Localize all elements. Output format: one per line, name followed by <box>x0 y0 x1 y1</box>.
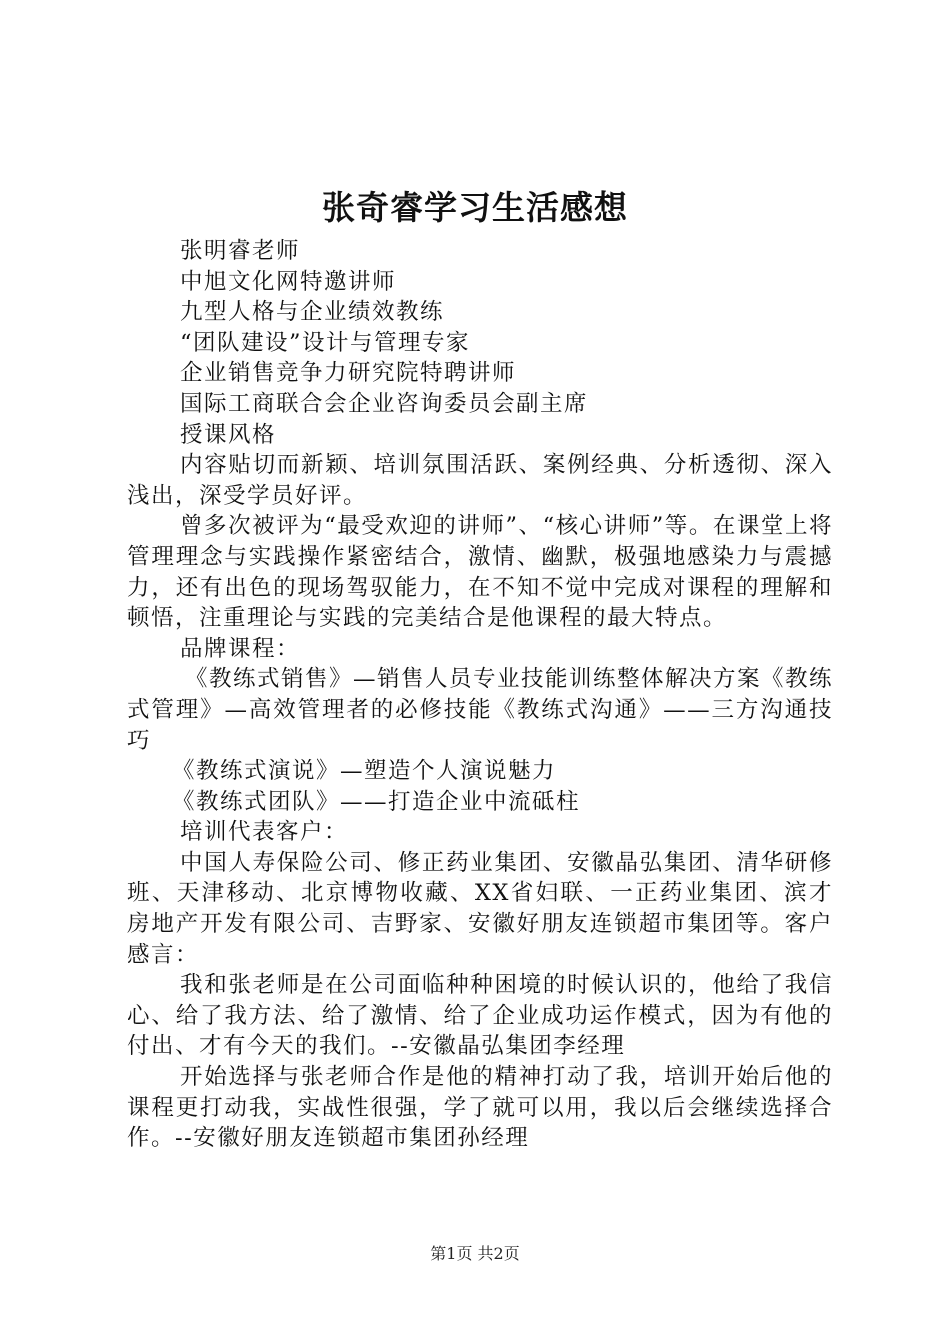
teaching-style-paragraph: 内容贴切而新颖、培训氛围活跃、案例经典、分析透彻、深入浅出，深受学员好评。 <box>127 452 833 509</box>
course-team: 《教练式团队》——打造企业中流砥柱 <box>172 788 581 815</box>
clients-heading: 培训代表客户： <box>180 819 349 846</box>
testimonial-paragraph-2: 开始选择与张老师合作是他的精神打动了我，培训开始后他的课程更打动我，实战性很强，学了就可以用，我以后会继续选择合作。--安徽好朋友连锁超市集团孙经理 <box>127 1064 833 1152</box>
profile-line-title-1: 中旭文化网特邀讲师 <box>180 268 397 295</box>
profile-line-title-3: “团队建设”设计与管理专家 <box>180 329 471 356</box>
courses-paragraph: 《教练式销售》—销售人员专业技能训练整体解决方案《教练式管理》—高效管理者的必修技能《教练式沟通》——三方沟通技巧 <box>127 666 834 754</box>
document-title: 张奇睿学习生活感想 <box>322 188 628 227</box>
profile-line-title-2: 九型人格与企业绩效教练 <box>180 299 445 326</box>
page-footer: 第1页 共2页 <box>430 1244 520 1263</box>
profile-line-title-4: 企业销售竞争力研究院特聘讲师 <box>180 360 517 387</box>
teaching-style-heading: 授课风格 <box>180 421 277 448</box>
profile-line-name: 张明睿老师 <box>180 238 301 264</box>
awards-paragraph: 曾多次被评为“最受欢迎的讲师”、“核心讲师”等。在课堂上将管理理念与实践操作紧密结合，激情、幽默，极强地感染力与震撼力，还有出色的现场驾驭能力，在不知不觉中完成对课程的理解和顿悟，注重理论与实践的完美结合是他课程的最大特点。 <box>127 513 833 632</box>
courses-heading: 品牌课程： <box>180 635 301 662</box>
clients-paragraph: 中国人寿保险公司、修正药业集团、安徽晶弘集团、清华研修班、天津移动、北京博物收藏、XX省妇联、一正药业集团、滨才房地产开发有限公司、吉野家、安徽好朋友连锁超市集团等。客户感言： <box>127 849 833 968</box>
course-speech: 《教练式演说》—塑造个人演说魅力 <box>172 758 557 785</box>
document-body <box>127 236 833 1154</box>
profile-line-title-5: 国际工商联合会企业咨询委员会副主席 <box>180 390 589 417</box>
testimonial-paragraph-1: 我和张老师是在公司面临种种困境的时候认识的，他给了我信心、给了我方法、给了激情、给了企业成功运作模式，因为有他的付出、才有今天的我们。--安徽晶弘集团李经理 <box>127 972 833 1060</box>
